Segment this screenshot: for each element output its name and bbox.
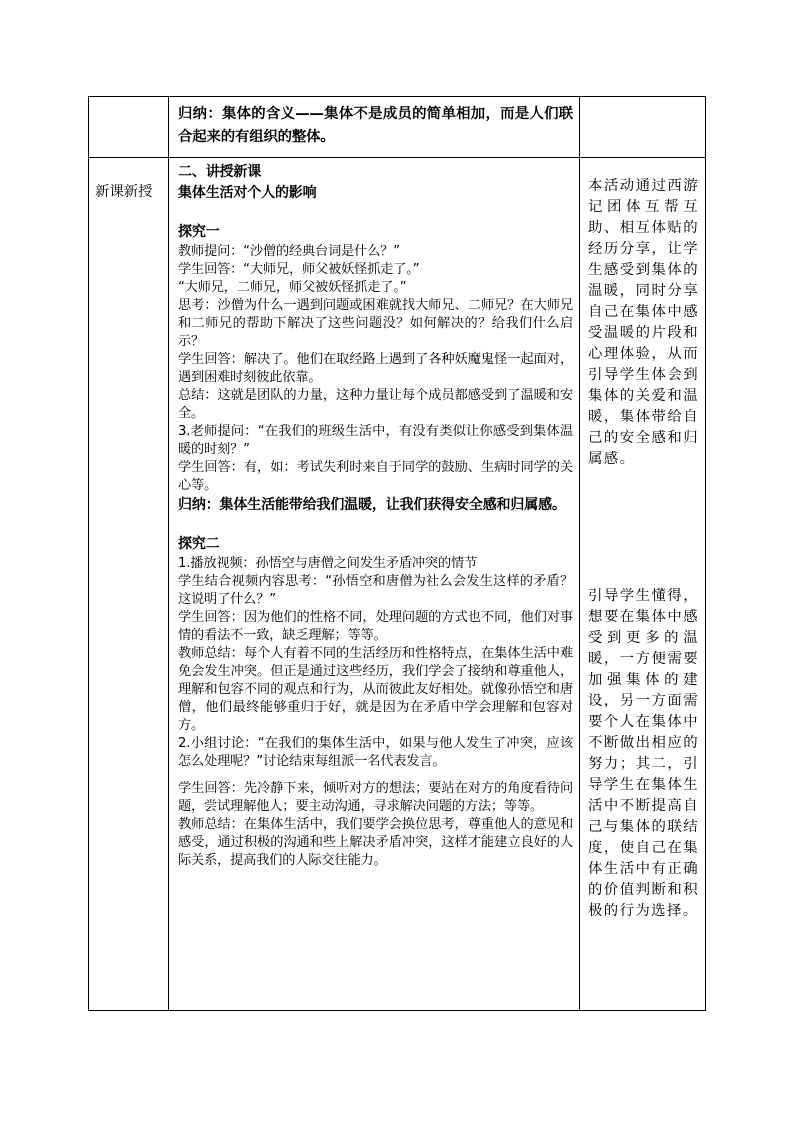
explore-two-line: 2.小组讨论：“在我们的集体生活中，如果与他人发生了冲突，应该怎么处理呢？”讨论结束每组派一名代表发言。 — [178, 736, 573, 769]
explore-one-line: 学生回答：解决了。他们在取经路上遇到了各种妖魔鬼怪一起面对，遇到困难时刻彼此依靠。 — [178, 352, 573, 385]
explore-one-line: “大师兄，二师兄，师父被妖怪抓走了。” — [178, 280, 407, 295]
design-note-two: 引导学生懂得，想要在集体中感受到更多的温暖，一方便需要加强集体的建设，另一方面需要个人在集体中不断做出相应的努力；其二，引导学生在集体生活中不断提高自己与集体的联结度，使自己在集体生活中有正确的价值判断和积极的行为选择。 — [588, 588, 699, 919]
stage-label: 新课新授 — [95, 184, 153, 200]
section-heading: 二、讲授新课 — [178, 164, 262, 180]
table-row-new-lesson — [89, 158, 706, 1011]
lesson-plan-table — [88, 96, 706, 1011]
content-cell-summary — [169, 97, 580, 158]
stage-cell-empty — [89, 97, 169, 158]
explore-one-line: 3.老师提问：“在我们的班级生活中，有没有类似让你感受到集体温暖的时刻？” — [178, 424, 573, 457]
table-row-summary — [89, 97, 706, 158]
explore-one-line: 教师提问：“沙僧的经典台词是什么？” — [178, 244, 400, 259]
explore-two-line: 1.播放视频：孙悟空与唐僧之间发生矛盾冲突的情节 — [178, 556, 478, 571]
explore-one-summary: 归纳：集体生活能带给我们温暖，让我们获得安全感和归属感。 — [178, 497, 566, 513]
explore-two-line: 教师总结：在集体生活中，我们要学会换位思考，尊重他人的意见和感受，通过积极的沟通和些上解决矛盾冲突，这样才能建立良好的人际关系，提高我们的人际交往能力。 — [178, 817, 573, 868]
explore-one-line: 学生回答：有，如：考试失利时来自于同学的鼓励、生病时同学的关心等。 — [178, 460, 573, 493]
stage-cell-new-lesson — [89, 158, 169, 1011]
explore-one-title: 探究一 — [178, 224, 220, 240]
design-note-one: 本活动通过西游记团体互帮互助、相互体贴的经历分享，让学生感受到集体的温暖，同时分享自己在集体中感受温暖的片段和心理体验，从而引导学生体会到集体的关爱和温暖，集体带给自己的安全感和归属感。 — [588, 178, 699, 467]
content-cell-new-lesson — [169, 158, 580, 1011]
collective-definition-summary: 归纳：集体的含义——集体不是成员的简单相加，而是人们联合起来的有组织的整体。 — [178, 106, 573, 145]
explore-one-line: 思考：沙僧为什么一遇到问题或困难就找大师兄、二师兄？在大师兄和二师兄的帮助下解决了这些问题没？如何解决的？给我们什么启示？ — [178, 298, 573, 349]
explore-two-line: 教师总结：每个人有着不同的生活经历和性格特点，在集体生活中难免会发生冲突。但正是通过这些经历，我们学会了接纳和尊重他人，理解和包容不同的观点和行为，从而彼此友好相处。就像孙悟空和唐僧，他们最终能够重归于好，就是因为在矛盾中学会理解和包容对方。 — [178, 646, 573, 733]
explore-two-line: 学生回答：因为他们的性格不同，处理问题的方式也不同，他们对事情的看法不一致，缺乏理解；等等。 — [178, 610, 573, 643]
topic-heading: 集体生活对个人的影响 — [178, 185, 317, 201]
explore-one-line: 总结：这就是团队的力量，这种力量让每个成员都感受到了温暖和安全。 — [178, 388, 573, 421]
explore-two-title: 探究二 — [178, 536, 220, 552]
explore-one-line: 学生回答：“大师兄，师父被妖怪抓走了。” — [178, 262, 420, 277]
explore-two-line: 学生结合视频内容思考：“孙悟空和唐僧为社么会发生这样的矛盾？这说明了什么？” — [178, 574, 573, 607]
explore-two-line: 学生回答：先冷静下来，倾听对方的想法；要站在对方的角度看待问题，尝试理解他人；要主动沟通，寻求解决问题的方法；等等。 — [178, 781, 573, 814]
note-cell-empty — [580, 97, 706, 158]
note-cell-design-intent — [580, 158, 706, 1011]
